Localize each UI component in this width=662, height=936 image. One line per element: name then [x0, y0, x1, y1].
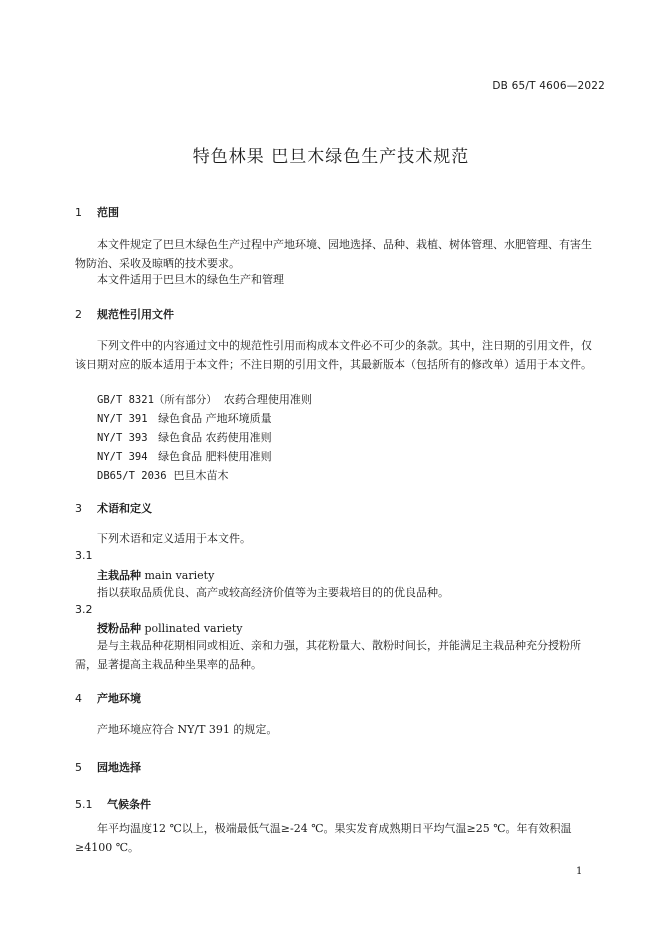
section-4-heading — [75, 690, 141, 706]
subsection-5-1-heading — [75, 796, 151, 812]
page-number: 1 — [576, 866, 583, 877]
section-3-heading — [75, 500, 152, 516]
section-number: 4 — [75, 692, 82, 705]
reference-name: 绿色食品 农药使用准则 — [158, 431, 272, 444]
section-title: 范围 — [97, 206, 119, 219]
reference-code: NY/T 393 — [97, 432, 148, 444]
term-number: 3.2 — [75, 603, 93, 616]
subsection-number: 5.1 — [75, 798, 93, 811]
term-number: 3.1 — [75, 549, 93, 562]
section-2-heading — [75, 306, 174, 322]
reference-item — [97, 466, 229, 486]
section-1-paragraph-2: 本文件适用于巴旦木的绿色生产和管理 — [97, 273, 284, 286]
section-title: 规范性引用文件 — [97, 308, 174, 321]
term-heading — [97, 620, 243, 636]
document-title: 特色林果 巴旦木绿色生产技术规范 — [192, 147, 470, 167]
reference-item — [97, 390, 312, 410]
section-1-paragraph-1: 本文件规定了巴旦木绿色生产过程中产地环境、园地选择、品种、栽植、树体管理、水肥管理、有害生物防治、采收及晾晒的技术要求。 — [75, 238, 592, 270]
reference-name: 农药合理使用准则 — [223, 393, 312, 406]
term-definition: 是与主栽品种花期相同或相近、亲和力强，其花粉量大、散粉时间长，并能满足主栽品种充分授粉所需，显著提高主栽品种坐果率的品种。 — [75, 639, 581, 671]
section-5-heading — [75, 759, 141, 775]
term-chinese: 主栽品种 — [97, 569, 141, 582]
subsection-5-1-paragraph-1: 年平均温度12 ℃以上，极端最低气温≥-24 ℃。果实发育成熟期日平均气温≥25 ℃。年有效积温≥4100 ℃。 — [75, 822, 572, 854]
reference-item — [97, 447, 272, 467]
section-title: 产地环境 — [97, 692, 141, 705]
term-heading — [97, 567, 214, 583]
reference-code: DB65/T 2036 — [97, 470, 167, 482]
term-english: main variety — [144, 569, 215, 582]
section-number: 1 — [75, 206, 82, 219]
reference-item — [97, 409, 272, 429]
section-number: 3 — [75, 502, 82, 515]
section-number: 5 — [75, 761, 82, 774]
section-2-paragraph-1: 下列文件中的内容通过文中的规范性引用而构成本文件必不可少的条款。其中，注日期的引用文件，仅该日期对应的版本适用于本文件；不注日期的引用文件，其最新版本（包括所有的修改单）适用于本文件。 — [75, 339, 592, 371]
reference-name: 巴旦木苗木 — [173, 469, 229, 482]
section-3-paragraph-1: 下列术语和定义适用于本文件。 — [97, 532, 251, 545]
term-chinese: 授粉品种 — [97, 622, 141, 635]
reference-code: NY/T 391 — [97, 413, 148, 425]
term-definition: 指以获取品质优良、高产或较高经济价值等为主要栽培目的的优良品种。 — [97, 586, 449, 599]
reference-code: GB/T 8321（所有部分） — [97, 394, 217, 406]
reference-name: 绿色食品 肥料使用准则 — [158, 450, 272, 463]
subsection-title: 气候条件 — [107, 798, 151, 811]
reference-code: NY/T 394 — [97, 451, 148, 463]
section-number: 2 — [75, 308, 82, 321]
term-english: pollinated variety — [144, 622, 243, 635]
reference-name: 绿色食品 产地环境质量 — [158, 412, 272, 425]
section-1-heading — [75, 204, 119, 220]
reference-item — [97, 428, 272, 448]
section-4-paragraph-1: 产地环境应符合 NY/T 391 的规定。 — [97, 723, 278, 736]
section-title: 园地选择 — [97, 761, 141, 774]
document-code-header: DB 65/T 4606—2022 — [492, 80, 605, 92]
section-title: 术语和定义 — [97, 502, 152, 515]
